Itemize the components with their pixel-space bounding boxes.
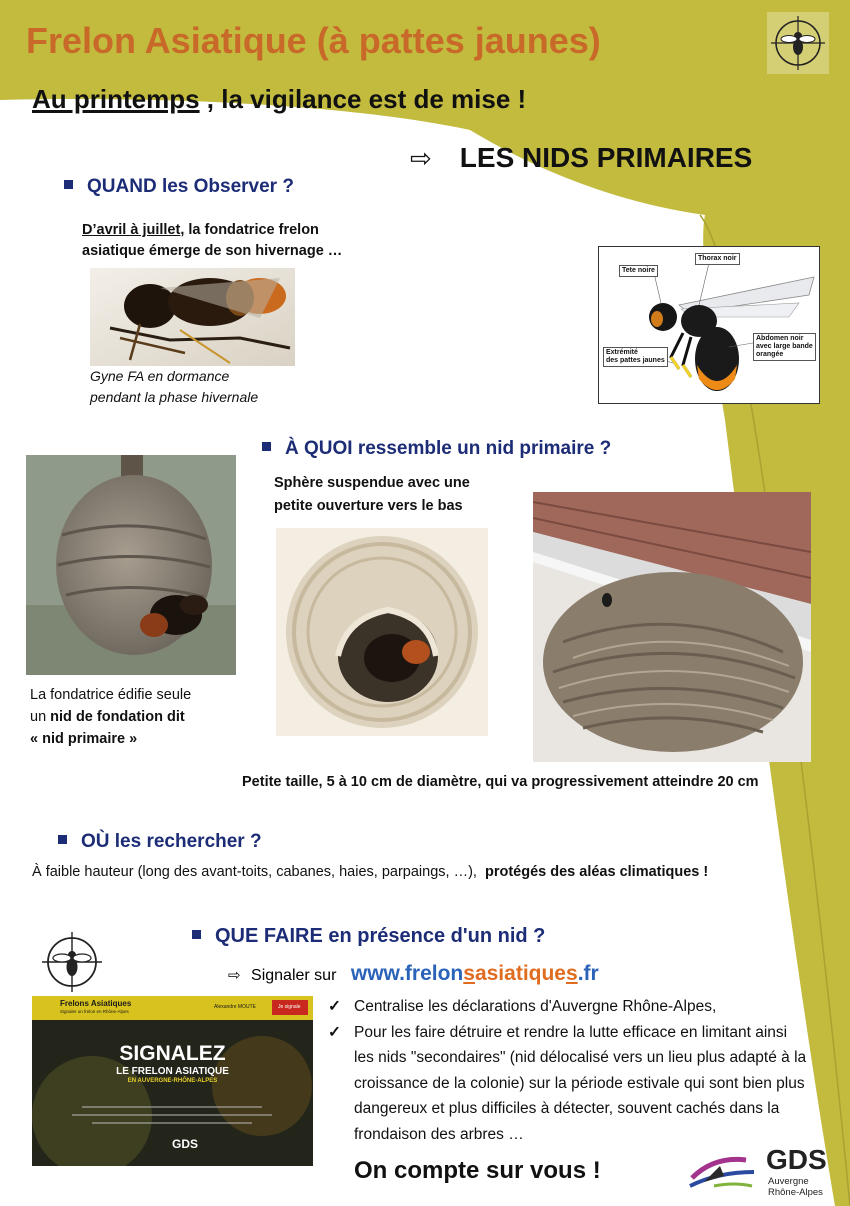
sphere-description	[274, 472, 470, 518]
url-part5: .fr	[577, 962, 599, 985]
square-bullet-icon	[58, 835, 67, 844]
hornet-crosshair-icon	[767, 12, 829, 74]
shot-headline-sub1: LE FRELON ASIATIQUE	[116, 1066, 229, 1077]
fondatrice-line2-plain: un	[30, 709, 51, 725]
label-tete: Tete noire	[619, 265, 658, 277]
label-abdomen-line1: Abdomen noir	[756, 335, 804, 342]
arrow-right-icon: ⇨	[410, 143, 432, 173]
photo-nid-sous-toit	[533, 492, 811, 762]
shot-gds: GDS	[172, 1137, 199, 1151]
shot-brand-sub: Signaler un frelon en Rhône-Alpes	[60, 1009, 129, 1014]
signaler-row	[228, 962, 599, 986]
signaler-label: Signaler sur	[251, 967, 337, 984]
checkmark-icon: ✓	[328, 1023, 341, 1041]
shot-brand: Frelons Asiatiques	[60, 999, 132, 1008]
url-part2: s	[463, 962, 475, 985]
quand-intro	[82, 220, 342, 262]
label-pattes	[603, 347, 668, 367]
fondatrice-line2-bold: nid de fondation dit	[50, 709, 185, 725]
photo-gyne-dormance	[90, 268, 295, 366]
quand-intro-line2: asiatique émerge de son hivernage …	[82, 243, 343, 259]
label-abdomen-line3: orangée	[756, 351, 784, 358]
ou-text-bold: protégés des aléas climatiques !	[485, 864, 709, 880]
fondatrice-description	[30, 684, 191, 750]
shot-nav-button: Je signale	[278, 1004, 301, 1010]
label-thorax: Thorax noir	[695, 253, 740, 265]
heading-quand-text: QUAND les Observer ?	[87, 176, 294, 197]
check-item-text: Centralise les déclarations d'Auvergne Rhône-Alpes,	[354, 998, 717, 1015]
fondatrice-line3: « nid primaire »	[30, 731, 138, 747]
checkmark-icon: ✓	[328, 998, 341, 1015]
nids-title: LES NIDS PRIMAIRES	[459, 142, 753, 173]
square-bullet-icon	[192, 930, 201, 939]
frelons-website-link[interactable]	[351, 962, 599, 985]
subtitle-rest: , la vigilance est de mise !	[199, 84, 527, 114]
gds-logo	[684, 1142, 844, 1202]
photo-fondatrice-nid	[26, 455, 236, 675]
shot-headline-sub2: EN AUVERGNE-RHÔNE-ALPES	[127, 1078, 218, 1084]
url-part3: asiatique	[474, 962, 566, 985]
label-pattes-line1: Extrémité	[606, 349, 638, 356]
gds-region	[768, 1176, 823, 1198]
hornet-anatomy-diagram	[598, 246, 820, 404]
heading-ou-text: OÙ les rechercher ?	[81, 831, 262, 852]
check-item	[328, 1020, 808, 1148]
website-screenshot	[32, 996, 313, 1166]
heading-quoi-text: À QUOI ressemble un nid primaire ?	[285, 438, 612, 459]
page-title: Frelon Asiatique (à pattes jaunes)	[26, 20, 601, 61]
nids-heading	[410, 142, 752, 174]
heading-que-faire	[192, 925, 545, 948]
shot-nav-user: Alexandre MOUTE	[214, 1004, 256, 1010]
caption-gyne	[90, 366, 258, 408]
closing-message: On compte sur vous !	[354, 1157, 601, 1184]
caption-gyne-line2: pendant la phase hivernale	[90, 389, 259, 405]
taille-description: Petite taille, 5 à 10 cm de diamètre, qui va progressivement atteindre 20 cm	[242, 774, 759, 790]
fondatrice-line1: La fondatrice édifie seule	[30, 687, 192, 703]
label-abdomen	[753, 333, 816, 361]
que-faire-checklist	[328, 994, 808, 1147]
check-item-text: Pour les faire détruire et rendre la lutte efficace en limitant ainsi les nids "secondaires" (nid délocalisé vers un lieu plus adapté à la croissance de la colonie) sur la période estivale qui sont bien plus dangereux et plus difficiles à détecter, souvent cachés dans la frondaison des arbres …	[354, 1023, 807, 1143]
arrow-right-icon: ⇨	[228, 967, 241, 984]
shot-headline: SIGNALEZ	[119, 1042, 226, 1065]
sphere-line1: Sphère suspendue avec une	[274, 475, 470, 491]
gds-name: GDS	[766, 1144, 827, 1175]
heading-quand	[64, 176, 294, 198]
heading-quoi	[262, 438, 611, 460]
gds-region-line1: Auvergne	[768, 1176, 809, 1187]
hornet-crosshair-icon	[40, 930, 104, 994]
url-part4: s	[566, 962, 578, 985]
url-part1: www.frelon	[350, 962, 464, 985]
caption-gyne-line1: Gyne FA en dormance	[90, 368, 230, 384]
quand-intro-rest: , la fondatrice frelon	[180, 222, 319, 238]
quand-period: D’avril à juillet	[82, 222, 181, 238]
subtitle	[32, 84, 526, 115]
ou-text-plain: À faible hauteur (long des avant-toits, cabanes, haies, parpaings, …),	[32, 864, 477, 880]
label-pattes-line2: des pattes jaunes	[606, 357, 665, 364]
square-bullet-icon	[262, 442, 271, 451]
check-item	[328, 994, 808, 1020]
label-abdomen-line2: avec large bande	[756, 343, 813, 350]
subtitle-emphasis: Au printemps	[32, 84, 200, 114]
sphere-line2: petite ouverture vers le bas	[274, 498, 463, 514]
heading-que-faire-text: QUE FAIRE en présence d'un nid ?	[215, 925, 546, 947]
square-bullet-icon	[64, 180, 73, 189]
ou-description	[32, 862, 708, 883]
heading-ou	[58, 831, 262, 853]
photo-nid-sphere	[276, 528, 488, 736]
gds-region-line2: Rhône-Alpes	[768, 1187, 823, 1198]
